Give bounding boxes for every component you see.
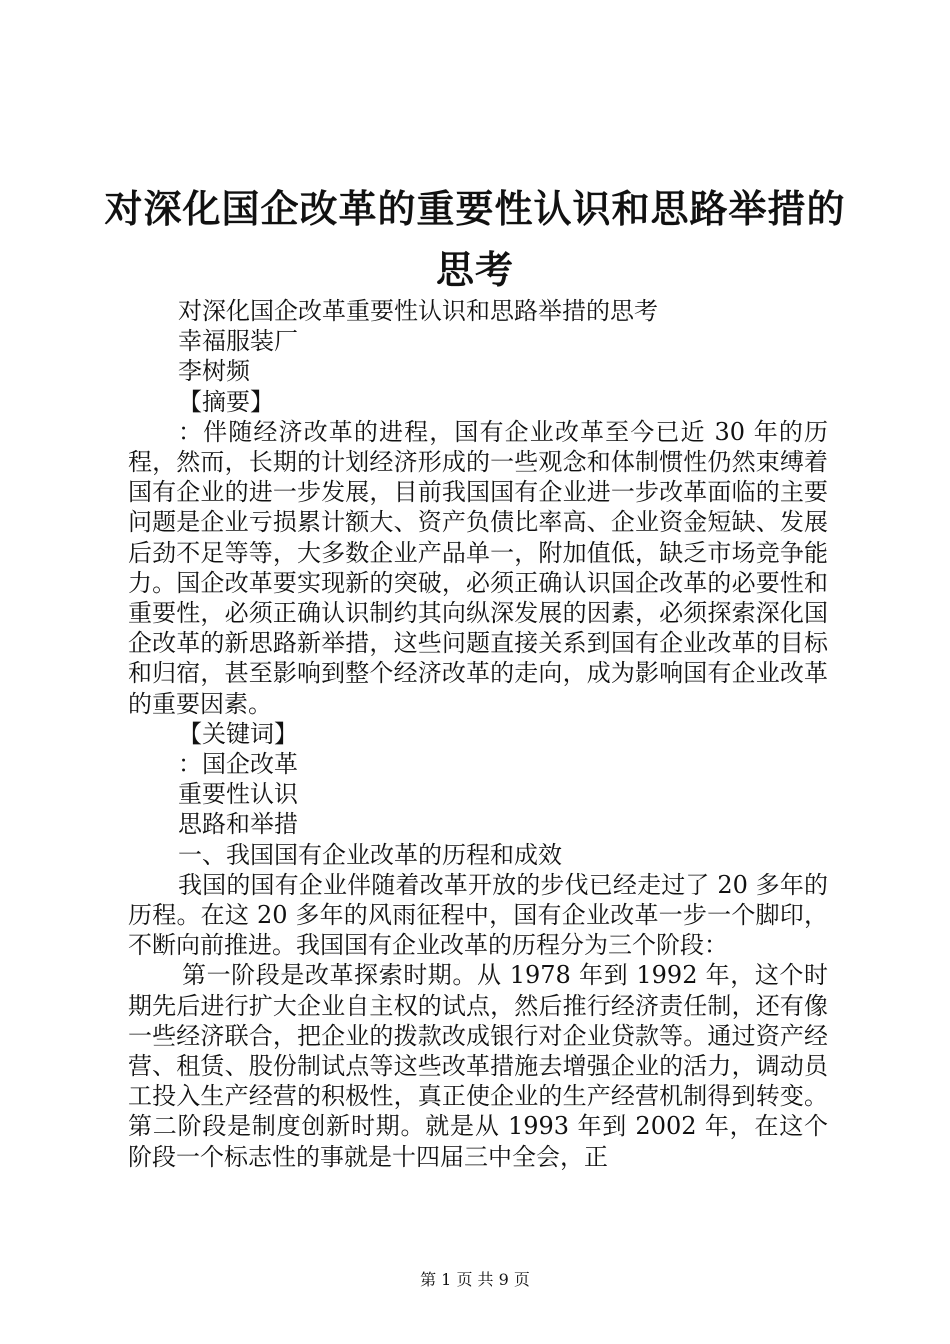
paragraph-author: 李树频 <box>178 357 250 386</box>
keyword-item: ：国企改革 <box>178 750 298 779</box>
document-body <box>128 296 828 1172</box>
paragraph-organization: 幸福服装厂 <box>178 327 298 356</box>
abstract-text: ：伴随经济改革的进程，国有企业改革至今已近 30 年的历程，然而，长期的计划经济形成的一些观念和体制惯性仍然束缚着国有企业的进一步发展，目前我国国有企业进一步改革面临的主要问题是企业亏损累计额大、资产负债比率高、企业资金短缺、发展后劲不足等等，大多数企业产品单一，附加值低，缺乏市场竞争能力。国企改革要实现新的突破，必须正确认识国企改革的必要性和重要性，必须正确认识制约其向纵深发展的因素，必须探索深化国企改革的新思路新举措，这些问题直接关系到国有企业改革的目标和归宿，甚至影响到整个经济改革的走向，成为影响国有企业改革的重要因素。 <box>128 417 828 718</box>
page-footer: 第 1 页 共 9 页 <box>420 1270 530 1289</box>
document-title: 对深化国企改革的重要性认识和思路举措的思考 <box>104 186 846 292</box>
paragraph-subtitle: 对深化国企改革重要性认识和思路举措的思考 <box>178 297 658 325</box>
keywords-heading: 【关键词】 <box>178 719 298 748</box>
abstract-heading: 【摘要】 <box>178 387 274 416</box>
keyword-item: 重要性认识 <box>178 780 298 809</box>
body-paragraph: 我国的国有企业伴随着改革开放的步伐已经走过了 20 多年的历程。在这 20 多年的风雨征程中，国有企业改革一步一个脚印，不断向前推进。我国国有企业改革的历程分为三个阶段： <box>128 870 828 960</box>
body-paragraph: 第一阶段是改革探索时期。从 1978 年到 1992 年，这个时期先后进行扩大企业自主权的试点，然后推行经济责任制，还有像一些经济联合，把企业的拨款改成银行对企业贷款等。通过资产经营、租赁、股份制试点等这些改革措施去增强企业的活力，调动员工投入生产经营的积极性，真正使企业的生产经营机制得到转变。第二阶段是制度创新时期。就是从 1993 年到 2002 年，在这个阶段一个标志性的事就是十四届三中全会，正 <box>128 961 828 1171</box>
section-heading: 一、我国国有企业改革的历程和成效 <box>178 840 562 869</box>
keyword-item: 思路和举措 <box>178 810 298 839</box>
